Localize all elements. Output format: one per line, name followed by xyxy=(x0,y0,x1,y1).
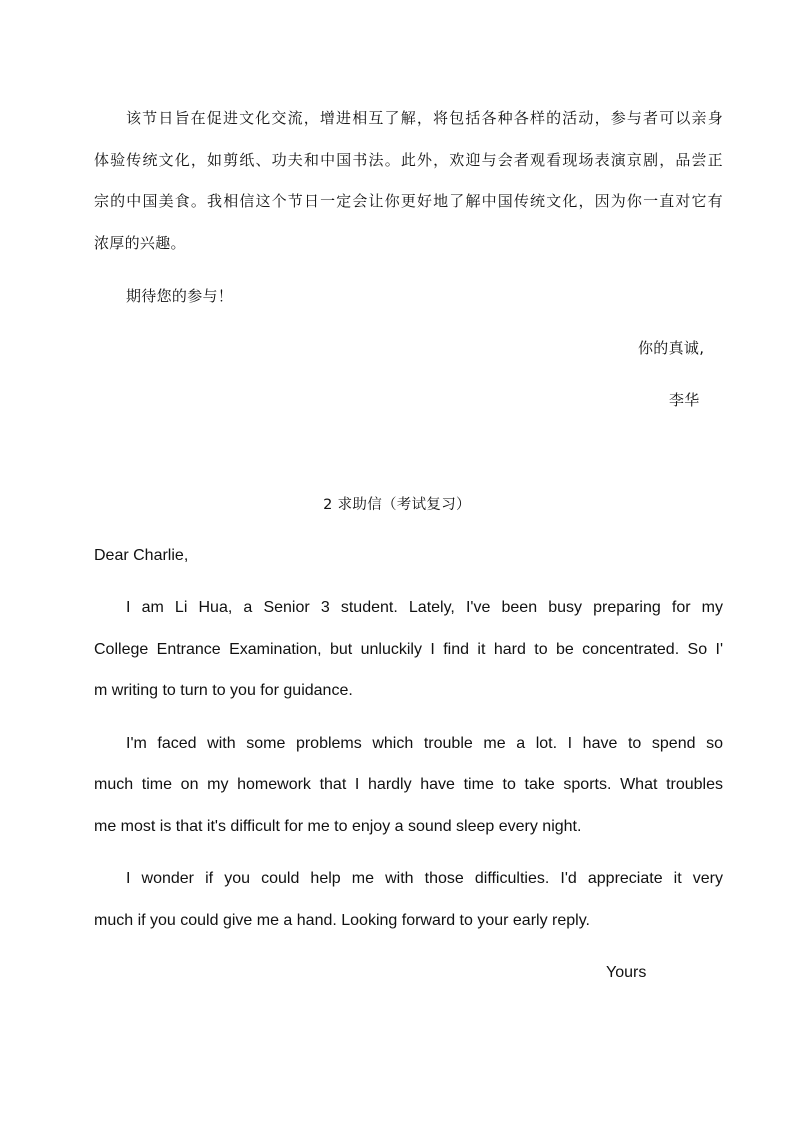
letter-closing: Yours xyxy=(606,964,647,981)
letter-para1-line1: I am Li Hua, a Senior 3 student. Lately, I've been busy preparing for my xyxy=(126,599,723,616)
letter-para2-line3: me most is that it's difficult for me to enjoy a sound sleep every night. xyxy=(94,818,582,835)
invitation-closing: 你的真诚, xyxy=(638,339,705,357)
invitation-para1-line2: 体验传统文化，如剪纸、功夫和中国书法。此外，欢迎与会者观看现场表演京剧，品尝正 xyxy=(94,151,723,169)
letter-para1-line3: m writing to turn to you for guidance. xyxy=(94,682,353,699)
letter-para3-line2: much if you could give me a hand. Looking forward to your early reply. xyxy=(94,912,590,929)
letter-salutation: Dear Charlie, xyxy=(94,547,189,564)
letter-para2-line2: much time on my homework that I hardly have time to take sports. What troubles xyxy=(94,776,723,793)
letter-para1-line2: College Entrance Examination, but unluckily I find it hard to be concentrated. So I' xyxy=(94,641,723,658)
letter-para2-line1: I'm faced with some problems which trouble me a lot. I have to spend so xyxy=(126,735,723,752)
invitation-para2: 期待您的参与！ xyxy=(126,287,234,305)
letter-para3-line1: I wonder if you could help me with those difficulties. I'd appreciate it very xyxy=(126,870,723,887)
invitation-para1-line3: 宗的中国美食。我相信这个节日一定会让你更好地了解中国传统文化，因为你一直对它有 xyxy=(94,192,723,210)
invitation-signature: 李华 xyxy=(669,391,700,409)
invitation-para1-line1: 该节日旨在促进文化交流，增进相互了解，将包括各种各样的活动，参与者可以亲身 xyxy=(126,109,723,127)
invitation-para1-line4: 浓厚的兴趣。 xyxy=(94,234,186,252)
section-heading: 2 求助信（考试复习） xyxy=(323,497,471,513)
